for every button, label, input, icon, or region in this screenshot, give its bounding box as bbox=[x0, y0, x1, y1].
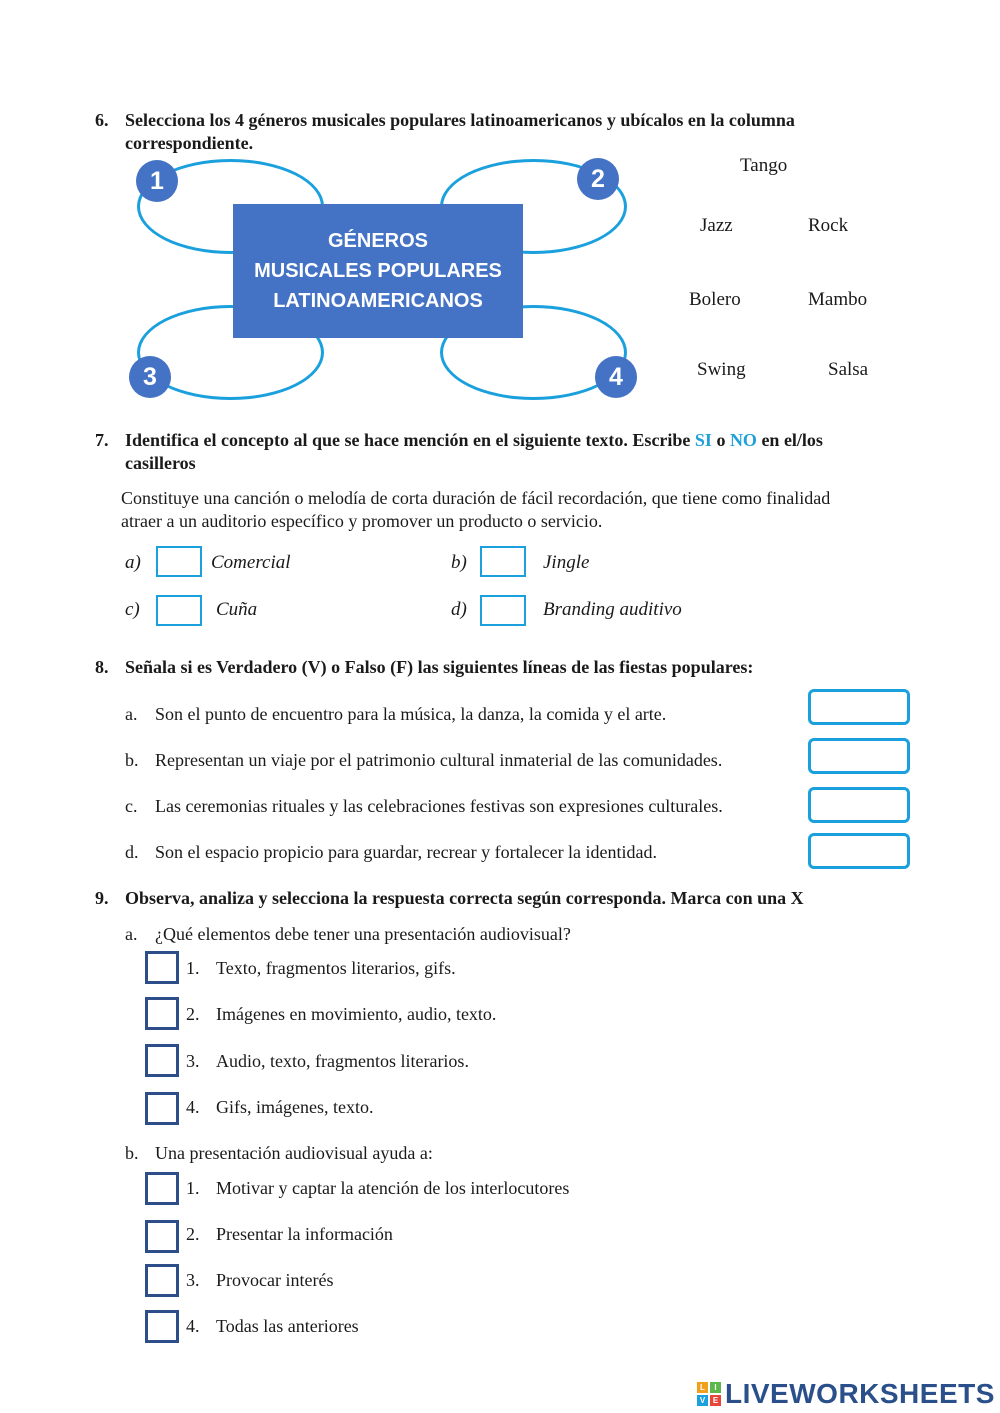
q7-item-letter: c) bbox=[125, 599, 140, 620]
genre-option-jazz[interactable]: Jazz bbox=[700, 215, 733, 236]
genre-option-swing[interactable]: Swing bbox=[697, 359, 746, 380]
q9a-option-text: Gifs, imágenes, texto. bbox=[216, 1097, 374, 1117]
q8-item-letter: b. bbox=[125, 750, 139, 770]
q9b-option-num: 2. bbox=[186, 1224, 200, 1244]
q9b-option-num: 4. bbox=[186, 1316, 200, 1336]
q9b-checkbox-1[interactable] bbox=[145, 1172, 179, 1205]
genre-option-bolero[interactable]: Bolero bbox=[689, 289, 741, 310]
q9a-option-num: 1. bbox=[186, 958, 200, 978]
q7-answer-box-d[interactable] bbox=[480, 595, 526, 626]
genre-option-salsa[interactable]: Salsa bbox=[828, 359, 869, 380]
q7-item-label: Comercial bbox=[211, 552, 291, 573]
logo-cell: V bbox=[697, 1395, 708, 1406]
q8-vf-box-c[interactable] bbox=[808, 787, 910, 823]
q7-number: 7. bbox=[95, 430, 109, 450]
q9b-option-text: Presentar la información bbox=[216, 1224, 393, 1244]
q8-item-text: Son el punto de encuentro para la música, la danza, la comida y el arte. bbox=[155, 704, 667, 724]
q6-title-line2: correspondiente. bbox=[125, 133, 254, 153]
q9-title: Observa, analiza y selecciona la respuesta correcta según corresponda. Marca con una X bbox=[125, 888, 804, 908]
q7-item-letter: a) bbox=[125, 552, 141, 573]
q9b-checkbox-4[interactable] bbox=[145, 1310, 179, 1343]
q7-item-label: Cuña bbox=[216, 599, 258, 620]
q7-title-part: en el/los bbox=[756, 430, 823, 450]
q8-item-letter: c. bbox=[125, 796, 138, 816]
q8-item-text: Representan un viaje por el patrimonio cultural inmaterial de las comunidades. bbox=[155, 750, 723, 770]
q9a-checkbox-4[interactable] bbox=[145, 1092, 179, 1125]
no-word: NO bbox=[729, 430, 757, 450]
genre-option-mambo[interactable]: Mambo bbox=[808, 289, 868, 310]
q7-item-label: Jingle bbox=[543, 552, 590, 573]
q8-vf-box-d[interactable] bbox=[808, 833, 910, 869]
q9b-option-text: Provocar interés bbox=[216, 1270, 334, 1290]
q8-vf-box-a[interactable] bbox=[808, 689, 910, 725]
q7-description-line1: Constituye una canción o melodía de corta duración de fácil recordación, que tiene como finalidad bbox=[121, 488, 831, 508]
q9a-checkbox-2[interactable] bbox=[145, 997, 179, 1030]
badge-1: 1 bbox=[136, 160, 178, 202]
center-title-box bbox=[233, 204, 523, 338]
q8-item-text: Son el espacio propicio para guardar, recrear y fortalecer la identidad. bbox=[155, 842, 658, 862]
q8-number: 8. bbox=[95, 657, 109, 677]
q8-item-letter: d. bbox=[125, 842, 139, 862]
si-word: SI bbox=[694, 430, 712, 450]
q9a-question: ¿Qué elementos debe tener una presentación audiovisual? bbox=[155, 924, 571, 944]
q9a-letter: a. bbox=[125, 924, 138, 944]
q7-title-part: o bbox=[711, 430, 730, 450]
q9a-option-num: 4. bbox=[186, 1097, 200, 1117]
logo-cell: I bbox=[710, 1382, 721, 1393]
badge-2: 2 bbox=[577, 158, 619, 200]
q9b-option-num: 3. bbox=[186, 1270, 200, 1290]
q6-number: 6. bbox=[95, 110, 109, 130]
q8-item-letter: a. bbox=[125, 704, 138, 724]
q7-title-line1 bbox=[125, 429, 823, 452]
q8-title: Señala si es Verdadero (V) o Falso (F) las siguientes líneas de las fiestas populares: bbox=[125, 657, 754, 677]
q6-title-line1: Selecciona los 4 géneros musicales populares latinoamericanos y ubícalos en la columna bbox=[125, 110, 795, 130]
q9a-option-num: 3. bbox=[186, 1051, 200, 1071]
q7-item-letter: d) bbox=[451, 599, 467, 620]
genre-option-tango[interactable]: Tango bbox=[740, 155, 788, 176]
logo-cell: E bbox=[710, 1395, 721, 1406]
q9a-option-text: Texto, fragmentos literarios, gifs. bbox=[216, 958, 456, 978]
center-title-line: MUSICALES POPULARES bbox=[254, 260, 502, 282]
q9b-letter: b. bbox=[125, 1143, 139, 1163]
q9a-option-text: Imágenes en movimiento, audio, texto. bbox=[216, 1004, 497, 1024]
q8-item-text: Las ceremonias rituales y las celebraciones festivas son expresiones culturales. bbox=[155, 796, 723, 816]
q7-title-line2: casilleros bbox=[125, 453, 196, 473]
q7-answer-box-a[interactable] bbox=[156, 546, 202, 577]
q9b-option-num: 1. bbox=[186, 1178, 200, 1198]
genre-option-rock[interactable]: Rock bbox=[808, 215, 849, 236]
q9a-checkbox-1[interactable] bbox=[145, 951, 179, 984]
q9b-checkbox-3[interactable] bbox=[145, 1264, 179, 1297]
q9b-question: Una presentación audiovisual ayuda a: bbox=[155, 1143, 433, 1163]
q9-number: 9. bbox=[95, 888, 109, 908]
q9b-checkbox-2[interactable] bbox=[145, 1220, 179, 1253]
q7-description-line2: atraer a un auditorio específico y promover un producto o servicio. bbox=[121, 511, 603, 531]
badge-3: 3 bbox=[129, 356, 171, 398]
liveworksheets-logo bbox=[697, 1378, 995, 1410]
q7-item-letter: b) bbox=[451, 552, 467, 573]
q9a-option-num: 2. bbox=[186, 1004, 200, 1024]
q9a-checkbox-3[interactable] bbox=[145, 1044, 179, 1077]
center-title-line: GÉNEROS bbox=[327, 230, 429, 252]
badge-4: 4 bbox=[595, 356, 637, 398]
logo-text: LIVEWORKSHEETS bbox=[725, 1378, 995, 1409]
q7-answer-box-c[interactable] bbox=[156, 595, 202, 626]
q9b-option-text: Todas las anteriores bbox=[216, 1316, 359, 1336]
logo-mark-icon bbox=[697, 1382, 721, 1406]
q7-item-label: Branding auditivo bbox=[543, 599, 682, 620]
q7-title-part: Identifica el concepto al que se hace mención en el siguiente texto. Escribe bbox=[125, 430, 695, 450]
q7-answer-box-b[interactable] bbox=[480, 546, 526, 577]
q9b-option-text: Motivar y captar la atención de los interlocutores bbox=[216, 1178, 570, 1198]
q8-vf-box-b[interactable] bbox=[808, 738, 910, 774]
q9a-option-text: Audio, texto, fragmentos literarios. bbox=[216, 1051, 469, 1071]
center-title-line: LATINOAMERICANOS bbox=[273, 290, 483, 312]
logo-cell: L bbox=[697, 1382, 708, 1393]
